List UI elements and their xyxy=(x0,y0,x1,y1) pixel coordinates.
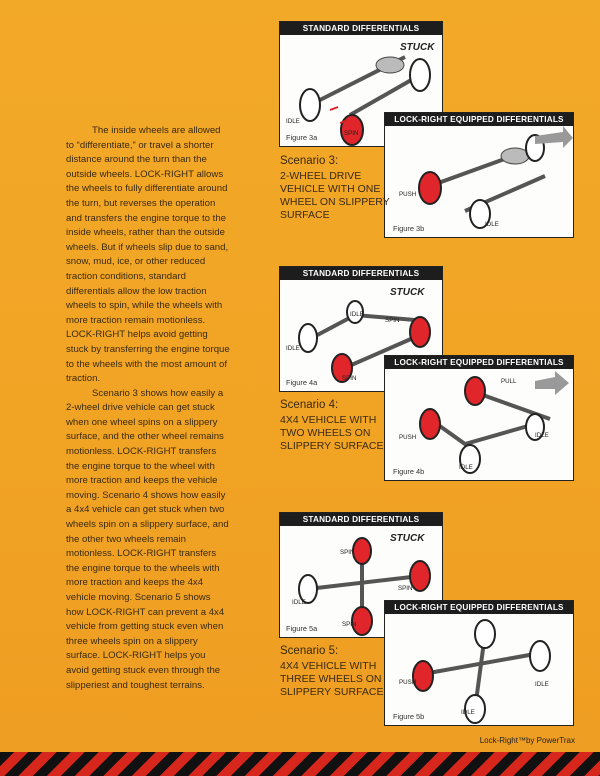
figure-header: STANDARD DIFFERENTIALS xyxy=(280,267,442,280)
axle-illustration xyxy=(385,126,573,237)
figure-header: LOCK-RIGHT EQUIPPED DIFFERENTIALS xyxy=(385,356,573,369)
scenario-3-title: Scenario 3: xyxy=(280,155,339,167)
spin-tag: SPIN xyxy=(342,375,357,382)
figure-caption: Figure 3b xyxy=(393,224,425,233)
figure-caption: Figure 5b xyxy=(393,712,425,721)
hazard-stripe xyxy=(0,752,600,776)
figure-3b xyxy=(384,112,574,238)
scenario-5-desc: 4X4 VEHICLE WITH THREE WHEELS ON SLIPPERY SURFACE xyxy=(280,660,384,698)
paragraph-1: The inside wheels are allowed to “differentiate,” or travel a shorter distance around the turn than the outside wheels. LOCK-RIGHT allows the wheels to fully differentiate around the turn, but reverses the operation and transfers the engine torque to the inside wheels, rather than the outside wheels. But if wheels slip due to sand, snow, mud, ice, or other reduced traction conditions, standard differentials allow the low traction wheels to spin, while the wheels with more traction remain motionless. LOCK-RIGHT helps avoid getting stuck by transferring the engine torque to the wheels with the most amount of traction. xyxy=(66,125,230,385)
push-tag: PUSH xyxy=(399,191,417,198)
figure-header: STANDARD DIFFERENTIALS xyxy=(280,22,442,35)
idle-tag: IDLE xyxy=(286,118,300,125)
spin-tag: SPIN xyxy=(340,549,355,556)
paragraph-2: Scenario 3 shows how easily a 2-wheel drive vehicle can get stuck when one wheel spins on a slippery surface, and the other wheel remains motionless. LOCK-RIGHT transfers the engine torque to the wheel with more traction and keeps the vehicle moving. Scenario 4 shows how easily a 4x4 vehicle can get stuck when two wheels spin on a slippery surface, and the other two wheels remain motionless. LOCK-RIGHT transfers the engine torque to the wheels with more traction and keeps the 4x4 vehicle moving. Scenario 5 shows how LOCK-RIGHT can prevent a 4x4 vehicle from getting stuck even when three wheels spin on a slippery surface. LOCK-RIGHT helps you avoid getting stuck even through the slipperiest and toughest terrains. xyxy=(66,387,229,691)
push-tag: PUSH xyxy=(399,434,417,441)
figure-caption: Figure 4a xyxy=(286,378,318,387)
push-tag: PUSH xyxy=(399,679,417,686)
idle-tag: IDLE xyxy=(535,432,549,439)
idle-tag: IDLE xyxy=(292,599,306,606)
figure-header: LOCK-RIGHT EQUIPPED DIFFERENTIALS xyxy=(385,601,573,614)
idle-tag: IDLE xyxy=(286,345,300,352)
pull-tag: PULL xyxy=(501,378,517,385)
stuck-label: STUCK xyxy=(400,42,435,53)
scenario-4-desc: 4X4 VEHICLE WITH TWO WHEELS ON SLIPPERY SURFACE xyxy=(280,414,384,452)
stuck-label: STUCK xyxy=(390,533,425,544)
axle-illustration xyxy=(385,614,573,725)
scenario-3-desc: 2-WHEEL DRIVE VEHICLE WITH ONE WHEEL ON SLIPPERY SURFACE xyxy=(280,170,390,221)
figure-5b xyxy=(384,600,574,726)
figure-header: STANDARD DIFFERENTIALS xyxy=(280,513,442,526)
idle-tag: IDLE xyxy=(459,464,473,471)
brand-footer: Lock-Right™by PowerTrax xyxy=(479,736,575,745)
figure-4b xyxy=(384,355,574,481)
body-text xyxy=(66,124,230,693)
spin-tag: SPIN xyxy=(342,621,357,628)
scenario-5-title: Scenario 5: xyxy=(280,645,339,657)
stuck-label: STUCK xyxy=(390,287,425,298)
figure-caption: Figure 5a xyxy=(286,624,318,633)
spin-tag: SPIN xyxy=(344,130,359,137)
idle-tag: IDLE xyxy=(350,311,364,318)
figure-header: LOCK-RIGHT EQUIPPED DIFFERENTIALS xyxy=(385,113,573,126)
scenario-4-title: Scenario 4: xyxy=(280,399,339,411)
axle-illustration xyxy=(385,369,573,480)
idle-tag: IDLE xyxy=(485,221,499,228)
spin-tag: SPIN xyxy=(385,317,400,324)
idle-tag: IDLE xyxy=(535,681,549,688)
spin-tag: SPIN xyxy=(398,585,413,592)
figure-caption: Figure 3a xyxy=(286,133,318,142)
figure-caption: Figure 4b xyxy=(393,467,425,476)
idle-tag: IDLE xyxy=(461,709,475,716)
